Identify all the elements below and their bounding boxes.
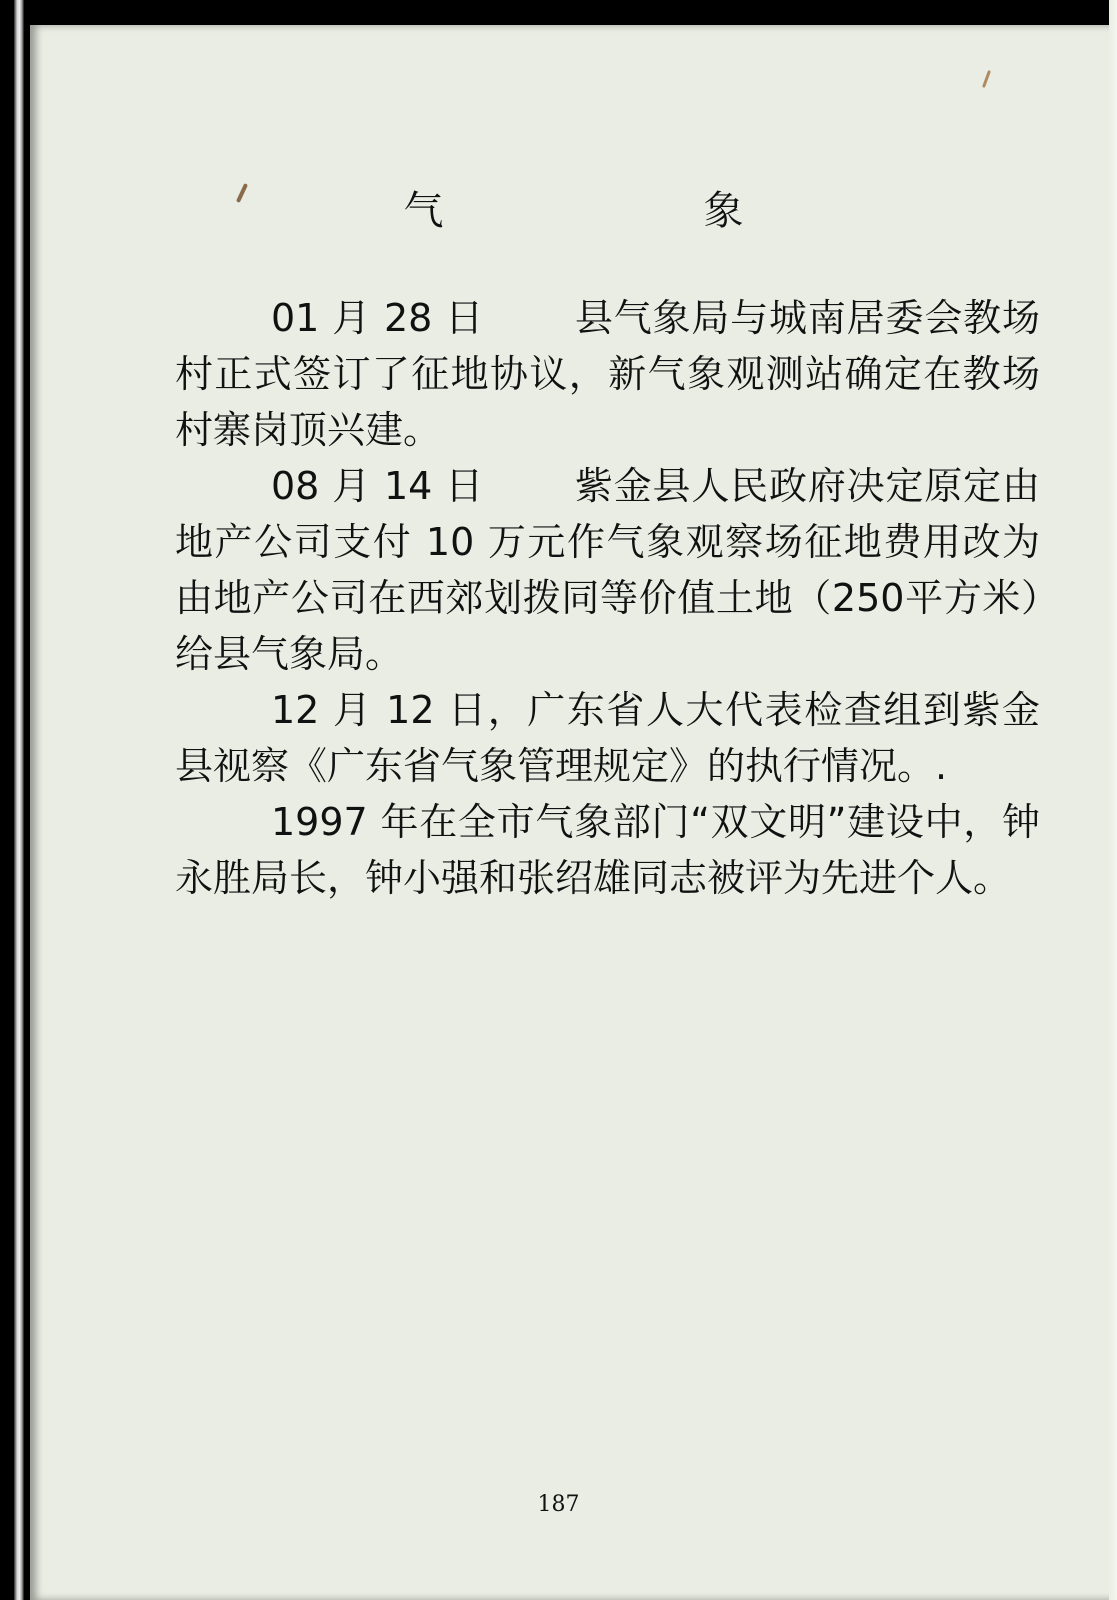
- entry-paragraph: [175, 458, 1040, 682]
- entry-text: 县气象局与城南居委会教场村正式签订了征地协议，新气象观测站确定在教场村寨岗顶兴建。: [175, 296, 1040, 452]
- entry-date: 08 月 14 日: [271, 464, 485, 508]
- page-title: 气 象: [403, 188, 804, 234]
- page-body: [175, 290, 1040, 906]
- page-right-edge: [1109, 0, 1117, 1600]
- document-page: [30, 25, 1117, 1600]
- entry-text: 紫金县人民政府决定原定由地产公司支付 10 万元作气象观察场征地费用改为由地产公司在西郊划拨同等价值土地（250平方米）给县气象局。: [175, 464, 1040, 676]
- paper-speck: [982, 70, 991, 88]
- entry-date: 01 月 28 日: [271, 296, 485, 340]
- body-paragraph: 12 月 12 日，广东省人大代表检查组到紫金县视察《广东省气象管理规定》的执行情况。.: [175, 688, 1040, 788]
- page-number: 187: [537, 1492, 580, 1517]
- binding-edge: [14, 0, 24, 1600]
- entry-paragraph: [175, 290, 1040, 458]
- body-paragraph: 1997 年在全市气象部门“双文明”建设中，钟永胜局长，钟小强和张绍雄同志被评为先进个人。: [175, 800, 1040, 900]
